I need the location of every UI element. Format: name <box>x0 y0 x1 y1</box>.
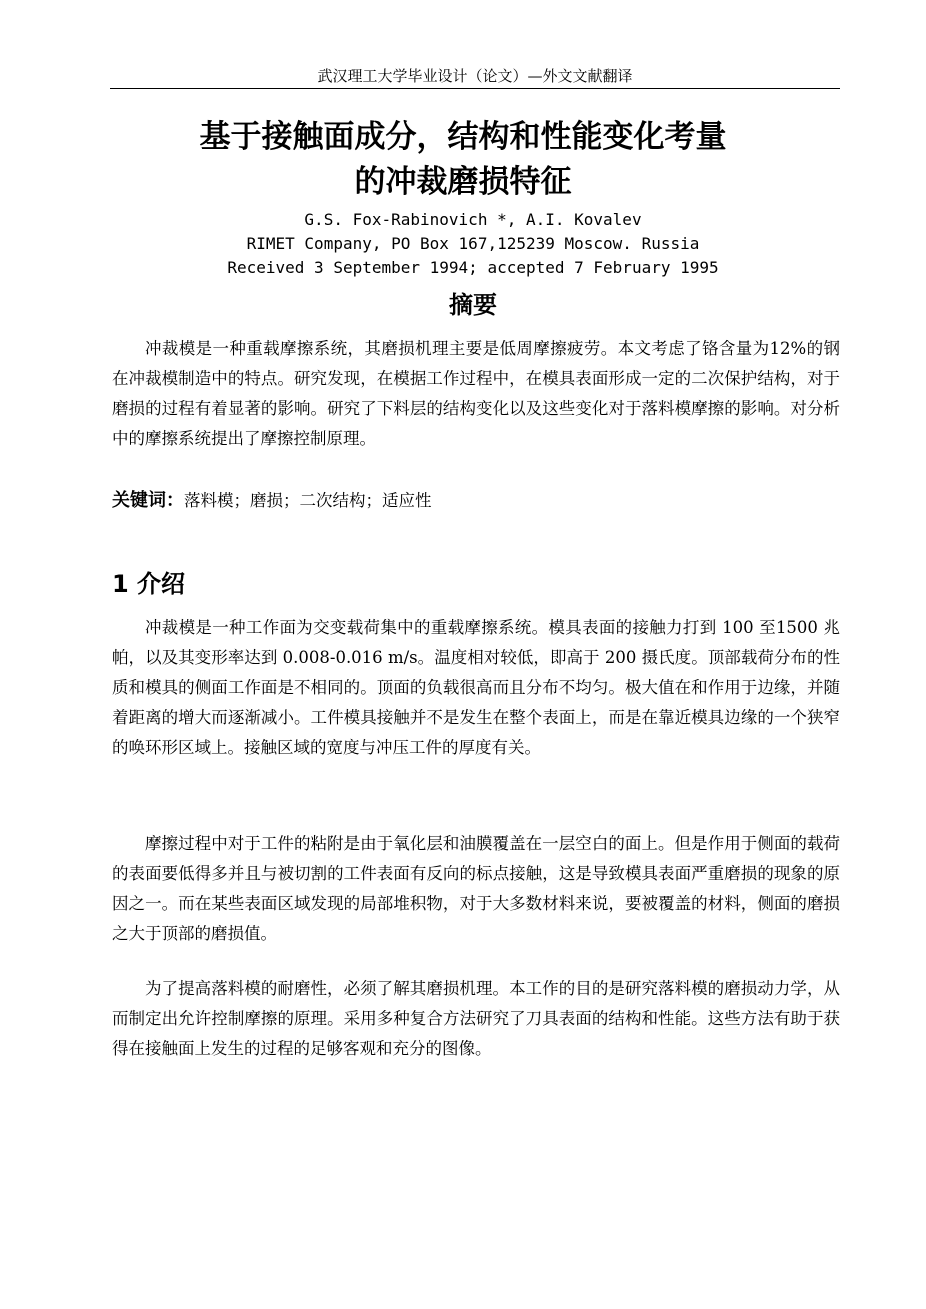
paper-title-line-2: 的冲裁磨损特征 <box>354 164 572 200</box>
received-date: Received 3 September 1994; accepted 7 February 1995 <box>227 258 719 277</box>
intro-paragraph-2: 摩擦过程中对于工件的粘附是由于氧化层和油膜覆盖在一层空白的面上。但是作用于侧面的载荷的表面要低得多并且与被切割的工件表面有反向的标点接触，这是导致模具表面严重磨损的现象的原因之一。而在某些表面区域发现的局部堆积物，对于大多数材料来说，要被覆盖的材料，侧面的磨损之大于顶部的磨损值。 <box>112 834 840 943</box>
intro-paragraph-1: 冲裁模是一种工作面为交变载荷集中的重载摩擦系统。模具表面的接触力打到 100 至1500 兆帕，以及其变形率达到 0.008-0.016 m/s。温度相对较低，即高于 200 摄氏度。顶部载荷分布的性质和模具的侧面工作面是不相同的。顶面的负载很高而且分布不均匀。极大值在和作用于边缘，并随着距离的增大而逐渐减小。工件模具接触并不是发生在整个表面上，而是在靠近模具边缘的一个狭窄的唤环形区域上。接触区域的宽度与冲压工件的厚度有关。 <box>112 618 840 757</box>
intro-paragraph-3: 为了提高落料模的耐磨性，必须了解其磨损机理。本工作的目的是研究落料模的磨损动力学，从而制定出允许控制摩擦的原理。采用多种复合方法研究了刀具表面的结构和性能。这些方法有助于获得在接触面上发生的过程的足够客观和充分的图像。 <box>112 979 840 1058</box>
keywords-value: 落料模；磨损；二次结构；适应性 <box>184 491 432 510</box>
section-heading-introduction: 1 介绍 <box>112 570 186 598</box>
authors: G.S. Fox-Rabinovich *, A.I. Kovalev <box>304 210 642 229</box>
keywords-line <box>112 486 840 516</box>
keywords-label: 关键词： <box>112 490 184 511</box>
affiliation: RIMET Company, PO Box 167,125239 Moscow. Russia <box>246 234 700 253</box>
abstract-paragraph: 冲裁模是一种重载摩擦系统，其磨损机理主要是低周摩擦疲劳。本文考虑了铬含量为12%的钢在冲裁模制造中的特点。研究发现，在模据工作过程中，在模具表面形成一定的二次保护结构，对于磨损的过程有着显著的影响。研究了下料层的结构变化以及这些变化对于落料模摩擦的影响。对分析中的摩擦系统提出了摩擦控制原理。 <box>112 339 840 448</box>
paper-title-line-1: 基于接触面成分，结构和性能变化考量 <box>199 119 727 155</box>
running-header: 武汉理工大学毕业设计（论文）—外文文献翻译 <box>110 64 840 89</box>
abstract-heading: 摘要 <box>449 291 497 319</box>
